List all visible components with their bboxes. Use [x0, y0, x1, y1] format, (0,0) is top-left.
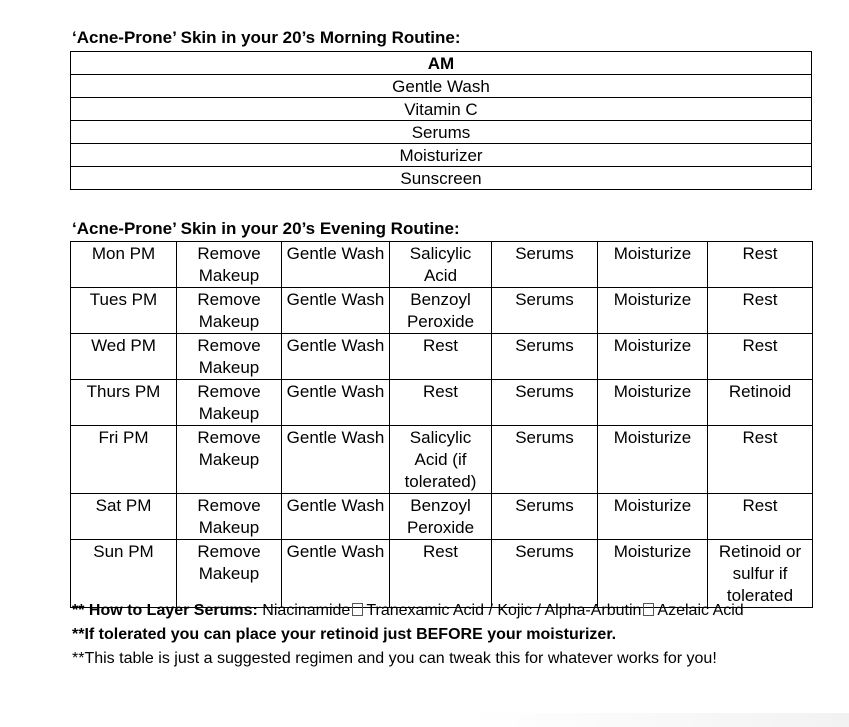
- cell-day: Wed PM: [71, 334, 177, 380]
- arrow-placeholder-icon: [352, 603, 363, 616]
- am-step: Sunscreen: [71, 167, 812, 190]
- cell-wash: Gentle Wash: [282, 288, 390, 334]
- cell-treatment: Benzoyl Peroxide: [390, 288, 492, 334]
- cell-last: Rest: [708, 334, 813, 380]
- cell-treatment: Rest: [390, 334, 492, 380]
- table-row: [71, 98, 812, 121]
- cell-moisturize: Moisturize: [598, 334, 708, 380]
- cell-treatment: Salicylic Acid (if tolerated): [390, 426, 492, 494]
- cell-serums: Serums: [492, 540, 598, 608]
- morning-routine-title: ‘Acne-Prone’ Skin in your 20’s Morning Routine:: [72, 28, 461, 47]
- serum-step-tranexamic: Tranexamic Acid / Kojic / Alpha-Arbutin: [366, 602, 642, 619]
- cell-moisturize: Moisturize: [598, 242, 708, 288]
- table-row: [71, 540, 813, 608]
- cell-serums: Serums: [492, 426, 598, 494]
- table-row: [71, 167, 812, 190]
- evening-routine-table: [70, 241, 813, 608]
- table-row: [71, 494, 813, 540]
- serum-layering-label: ** How to Layer Serums:: [72, 602, 258, 619]
- cell-treatment: Salicylic Acid: [390, 242, 492, 288]
- cell-day: Fri PM: [71, 426, 177, 494]
- cell-makeup: Remove Makeup: [177, 426, 282, 494]
- scroll-shadow: [469, 713, 849, 727]
- am-step: Moisturizer: [71, 144, 812, 167]
- cell-wash: Gentle Wash: [282, 540, 390, 608]
- cell-serums: Serums: [492, 242, 598, 288]
- cell-makeup: Remove Makeup: [177, 242, 282, 288]
- cell-wash: Gentle Wash: [282, 426, 390, 494]
- cell-serums: Serums: [492, 334, 598, 380]
- cell-last: Rest: [708, 494, 813, 540]
- am-step: Vitamin C: [71, 98, 812, 121]
- table-row: [71, 426, 813, 494]
- cell-serums: Serums: [492, 380, 598, 426]
- regimen-note: **This table is just a suggested regimen and you can tweak this for whatever works for you!: [72, 650, 717, 667]
- cell-day: Tues PM: [71, 288, 177, 334]
- cell-wash: Gentle Wash: [282, 380, 390, 426]
- cell-last: Retinoid: [708, 380, 813, 426]
- cell-serums: Serums: [492, 288, 598, 334]
- cell-day: Mon PM: [71, 242, 177, 288]
- cell-day: Sun PM: [71, 540, 177, 608]
- cell-last: Retinoid or sulfur if tolerated: [708, 540, 813, 608]
- serum-layering-note: [72, 601, 744, 621]
- cell-moisturize: Moisturize: [598, 540, 708, 608]
- arrow-placeholder-icon: [643, 603, 654, 616]
- cell-moisturize: Moisturize: [598, 494, 708, 540]
- table-row: [71, 75, 812, 98]
- am-step: Gentle Wash: [71, 75, 812, 98]
- am-step: Serums: [71, 121, 812, 144]
- table-row: [71, 242, 813, 288]
- cell-day: Sat PM: [71, 494, 177, 540]
- table-row: [71, 52, 812, 75]
- serum-step-azelaic: Azelaic Acid: [657, 602, 744, 619]
- cell-makeup: Remove Makeup: [177, 334, 282, 380]
- cell-treatment: Rest: [390, 380, 492, 426]
- am-header: AM: [71, 52, 812, 75]
- cell-wash: Gentle Wash: [282, 334, 390, 380]
- table-row: [71, 121, 812, 144]
- table-row: [71, 334, 813, 380]
- serum-step-niacinamide: Niacinamide: [262, 602, 351, 619]
- cell-makeup: Remove Makeup: [177, 540, 282, 608]
- cell-day: Thurs PM: [71, 380, 177, 426]
- cell-moisturize: Moisturize: [598, 380, 708, 426]
- cell-treatment: Benzoyl Peroxide: [390, 494, 492, 540]
- table-row: [71, 288, 813, 334]
- table-row: [71, 380, 813, 426]
- cell-wash: Gentle Wash: [282, 242, 390, 288]
- cell-treatment: Rest: [390, 540, 492, 608]
- cell-last: Rest: [708, 242, 813, 288]
- morning-routine-table: [70, 51, 812, 190]
- cell-serums: Serums: [492, 494, 598, 540]
- cell-makeup: Remove Makeup: [177, 494, 282, 540]
- cell-moisturize: Moisturize: [598, 426, 708, 494]
- cell-wash: Gentle Wash: [282, 494, 390, 540]
- cell-moisturize: Moisturize: [598, 288, 708, 334]
- table-row: [71, 144, 812, 167]
- cell-last: Rest: [708, 288, 813, 334]
- cell-last: Rest: [708, 426, 813, 494]
- retinoid-note: **If tolerated you can place your retinoid just BEFORE your moisturizer.: [72, 626, 617, 643]
- cell-makeup: Remove Makeup: [177, 288, 282, 334]
- cell-makeup: Remove Makeup: [177, 380, 282, 426]
- evening-routine-title: ‘Acne-Prone’ Skin in your 20’s Evening Routine:: [72, 219, 460, 238]
